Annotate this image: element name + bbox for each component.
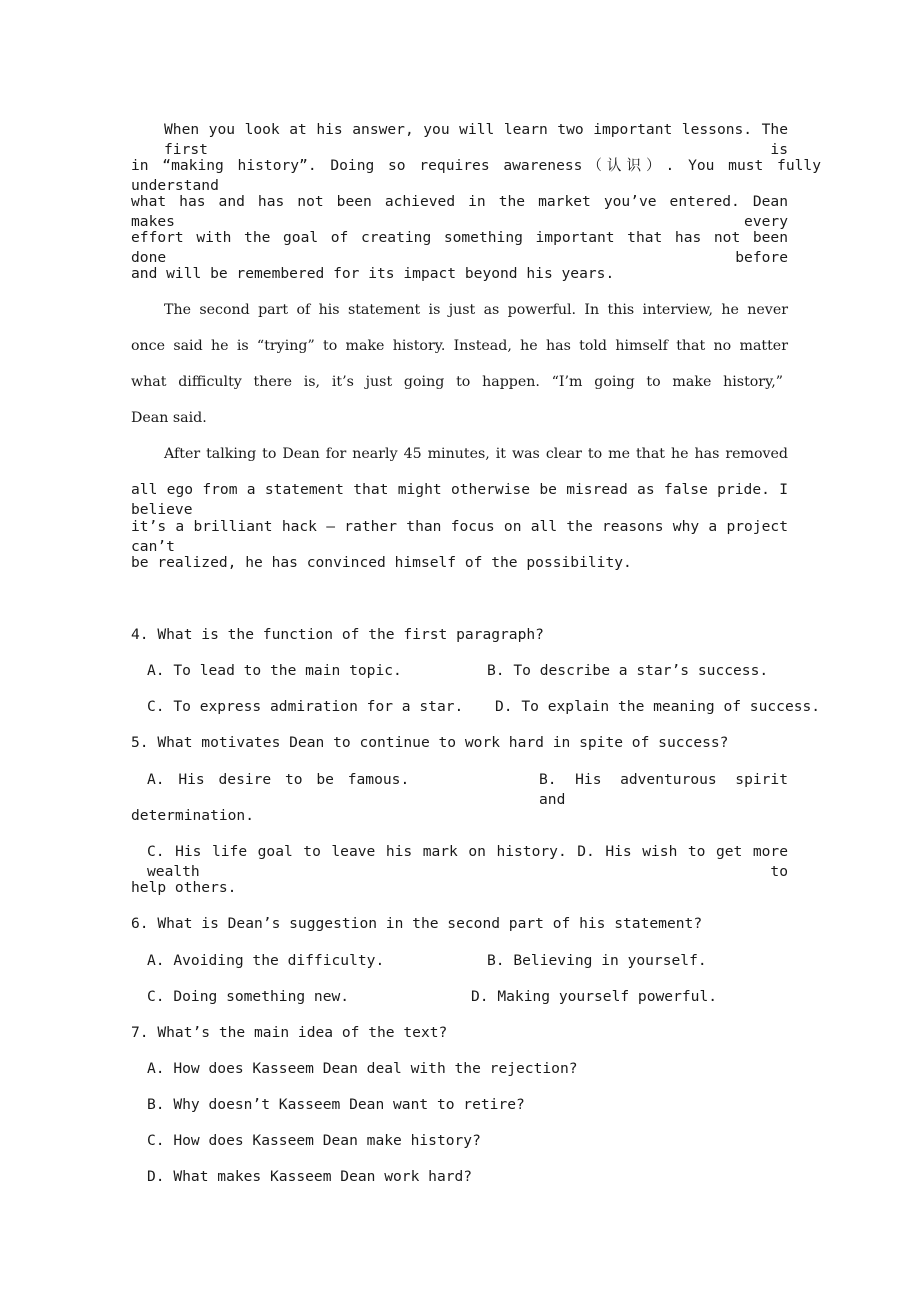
option-a: A. To lead to the main topic. [147, 662, 402, 679]
text-line: what has and has not been achieved in the market you’ve entered. Dean makes every [131, 193, 788, 230]
option-b: B. To describe a star’s success. [487, 662, 769, 679]
option-d-continued: help others. [131, 879, 237, 896]
option-a: A. Avoiding the difficulty. [147, 952, 385, 969]
text-line: The second part of his statement is just as powerful. In this interview, he never [164, 302, 788, 318]
option-a: A. How does Kasseem Dean deal with the rejection? [147, 1060, 578, 1077]
question-stem: 6. What is Dean’s suggestion in the second part of his statement? [131, 915, 703, 932]
option-c: C. How does Kasseem Dean make history? [147, 1132, 481, 1149]
option-c: C. Doing something new. [147, 988, 350, 1005]
text-line: When you look at his answer, you will learn two important lessons. The first is [164, 121, 788, 158]
text-line: be realized, he has convinced himself of the possibility. [131, 554, 632, 571]
text-line: once said he is “trying” to make history. Instead, he has told himself that no matter [131, 338, 788, 354]
question-stem: 7. What’s the main idea of the text? [131, 1024, 448, 1041]
option-b-continued: determination. [131, 807, 255, 824]
text-line: and will be remembered for its impact beyond his years. [131, 265, 615, 282]
text-line: Dean said. [131, 410, 207, 426]
option-c-d: C. His life goal to leave his mark on history. D. His wish to get more wealth to [147, 843, 788, 880]
option-d: D. What makes Kasseem Dean work hard? [147, 1168, 473, 1185]
text-line: it’s a brilliant hack — rather than focus on all the reasons why a project can’t [131, 518, 788, 555]
option-b: B. Believing in yourself. [487, 952, 707, 969]
option-d: D. To explain the meaning of success. [495, 698, 821, 715]
question-stem: 5. What motivates Dean to continue to work hard in spite of success? [131, 734, 729, 751]
option-c: C. To express admiration for a star. [147, 698, 464, 715]
text-line: all ego from a statement that might otherwise be misread as false pride. I believe [131, 481, 788, 518]
option-d: D. Making yourself powerful. [471, 988, 718, 1005]
text-line: After talking to Dean for nearly 45 minutes, it was clear to me that he has removed [164, 446, 788, 462]
option-a: A. His desire to be famous. [147, 771, 410, 788]
question-stem: 4. What is the function of the first paragraph? [131, 626, 544, 643]
text-line: in “making history”. Doing so requires awareness（认识）. You must fully understand [131, 157, 821, 194]
option-b: B. His adventurous spirit and [539, 771, 788, 808]
text-line: effort with the goal of creating something important that has not been done before [131, 229, 788, 266]
option-b: B. Why doesn’t Kasseem Dean want to retire? [147, 1096, 525, 1113]
text-line: what difficulty there is, it’s just going to happen. “I’m going to make history,” [131, 374, 783, 390]
